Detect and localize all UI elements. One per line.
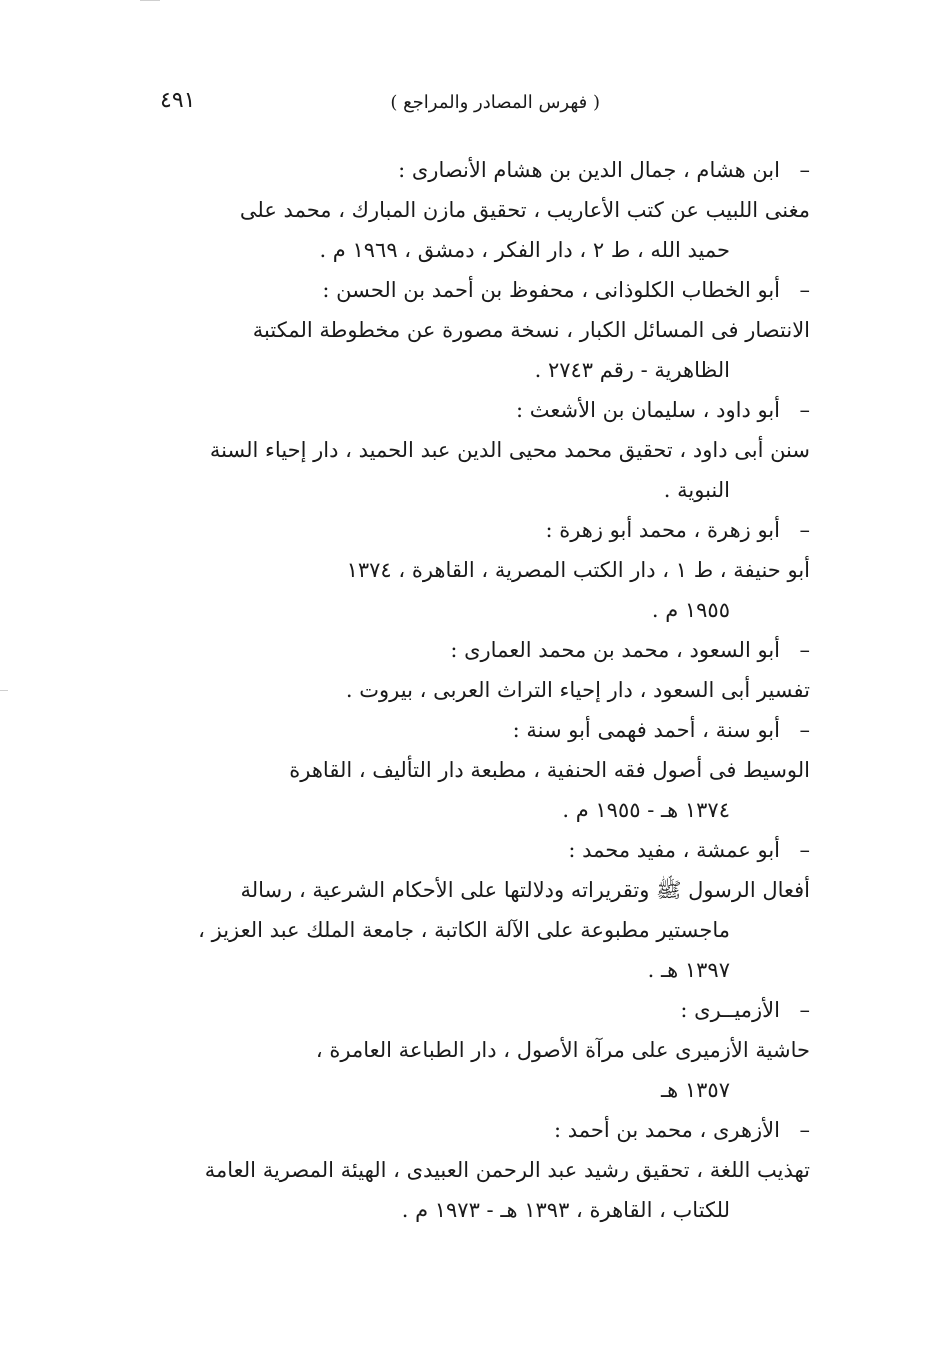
entry-work-line: ماجستير مطبوعة على الآلة الكاتبة ، جامعة الملك عبد العزيز ، xyxy=(198,918,730,942)
entry-work-line: الظاهرية - رقم ٢٧٤٣ . xyxy=(534,358,730,382)
entry-author-text: أبو الخطاب الكلوذانى ، محفوظ بن أحمد بن الحسن : xyxy=(322,278,780,302)
entry-work-line: ١٣٥٧ هـ xyxy=(660,1078,730,1102)
entry-work-line: سنن أبى داود ، تحقيق محمد محيى الدين عبد الحميد ، دار إحياء السنة xyxy=(209,438,810,462)
entry-author-text: الأزميــرى : xyxy=(680,998,780,1022)
entry-dash: – xyxy=(799,278,810,302)
entry-work-line: حاشية الأزميرى على مرآة الأصول ، دار الطباعة العامرة ، xyxy=(315,1038,810,1062)
entry-dash: – xyxy=(799,518,810,542)
entry-author-text: أبو سنة ، أحمد فهمى أبو سنة : xyxy=(512,718,780,742)
entry-dash: – xyxy=(799,998,810,1022)
entry-author xyxy=(140,510,810,550)
entry-work-line: أبو حنيفة ، ط ١ ، دار الكتب المصرية ، القاهرة ، ١٣٧٤ xyxy=(346,558,810,582)
entry-work-line: مغنى اللبيب عن كتب الأعاريب ، تحقيق مازن المبارك ، محمد على xyxy=(239,198,810,222)
scan-edge-mark xyxy=(140,0,160,7)
bibliography-entry xyxy=(140,710,810,830)
entry-dash: – xyxy=(799,158,810,182)
entry-author xyxy=(140,150,810,190)
entry-author xyxy=(140,270,810,310)
entry-work-line: النبوية . xyxy=(663,478,730,502)
entry-author xyxy=(140,390,810,430)
entry-author-text: أبو داود ، سليمان بن الأشعث : xyxy=(516,398,780,422)
entry-work-line: أفعال الرسول ﷺ وتقريراته ودلالتها على الأحكام الشرعية ، رسالة xyxy=(240,878,810,902)
entry-author xyxy=(140,630,810,670)
bibliography-entry xyxy=(140,1110,810,1230)
entry-work-line: حميد الله ، ط ٢ ، دار الفكر ، دمشق ، ١٩٦٩ م . xyxy=(319,238,730,262)
header-title: ( فهرس المصادر والمراجع ) xyxy=(390,92,600,113)
entry-work-line: الانتصار فى المسائل الكبار ، نسخة مصورة عن مخطوطة المكتبة xyxy=(252,318,810,342)
entry-work-line: للكتاب ، القاهرة ، ١٣٩٣ هـ - ١٩٧٣ م . xyxy=(401,1198,730,1222)
bibliography-entry xyxy=(140,510,810,630)
entry-work-line: تهذيب اللغة ، تحقيق رشيد عبد الرحمن العبيدى ، الهيئة المصرية العامة xyxy=(204,1158,810,1182)
bibliography-entry xyxy=(140,990,810,1110)
bibliography-entry xyxy=(140,390,810,510)
entry-work-line: ١٩٥٥ م . xyxy=(651,598,730,622)
entry-dash: – xyxy=(799,1118,810,1142)
bibliography-list xyxy=(140,150,810,1230)
scan-side-mark xyxy=(0,690,8,691)
entry-dash: – xyxy=(799,638,810,662)
entry-work-line: ١٣٧٤ هـ - ١٩٥٥ م . xyxy=(562,798,730,822)
page-number: ٤٩١ xyxy=(160,88,196,113)
entry-author-text: أبو عمشة ، مفيد محمد : xyxy=(568,838,780,862)
bibliography-entry xyxy=(140,630,810,710)
entry-author xyxy=(140,710,810,750)
entry-work-line: ١٣٩٧ هـ . xyxy=(647,958,730,982)
entry-dash: – xyxy=(799,838,810,862)
entry-author xyxy=(140,990,810,1030)
entry-author-text: الأزهرى ، محمد بن أحمد : xyxy=(553,1118,780,1142)
entry-author-text: ابن هشام ، جمال الدين بن هشام الأنصارى : xyxy=(398,158,780,182)
entry-author xyxy=(140,830,810,870)
entry-dash: – xyxy=(799,398,810,422)
entry-dash: – xyxy=(799,718,810,742)
bibliography-entry xyxy=(140,830,810,990)
entry-author-text: أبو السعود ، محمد بن محمد العمارى : xyxy=(450,638,780,662)
entry-work-line: الوسيط فى أصول فقه الحنفية ، مطبعة دار التأليف ، القاهرة xyxy=(289,758,810,782)
bibliography-entry xyxy=(140,270,810,390)
entry-work-line: تفسير أبى السعود ، دار إحياء التراث العربى ، بيروت . xyxy=(345,678,810,702)
entry-author xyxy=(140,1110,810,1150)
entry-author-text: أبو زهرة ، محمد أبو زهرة : xyxy=(545,518,780,542)
running-header xyxy=(160,88,800,124)
bibliography-entry xyxy=(140,150,810,270)
